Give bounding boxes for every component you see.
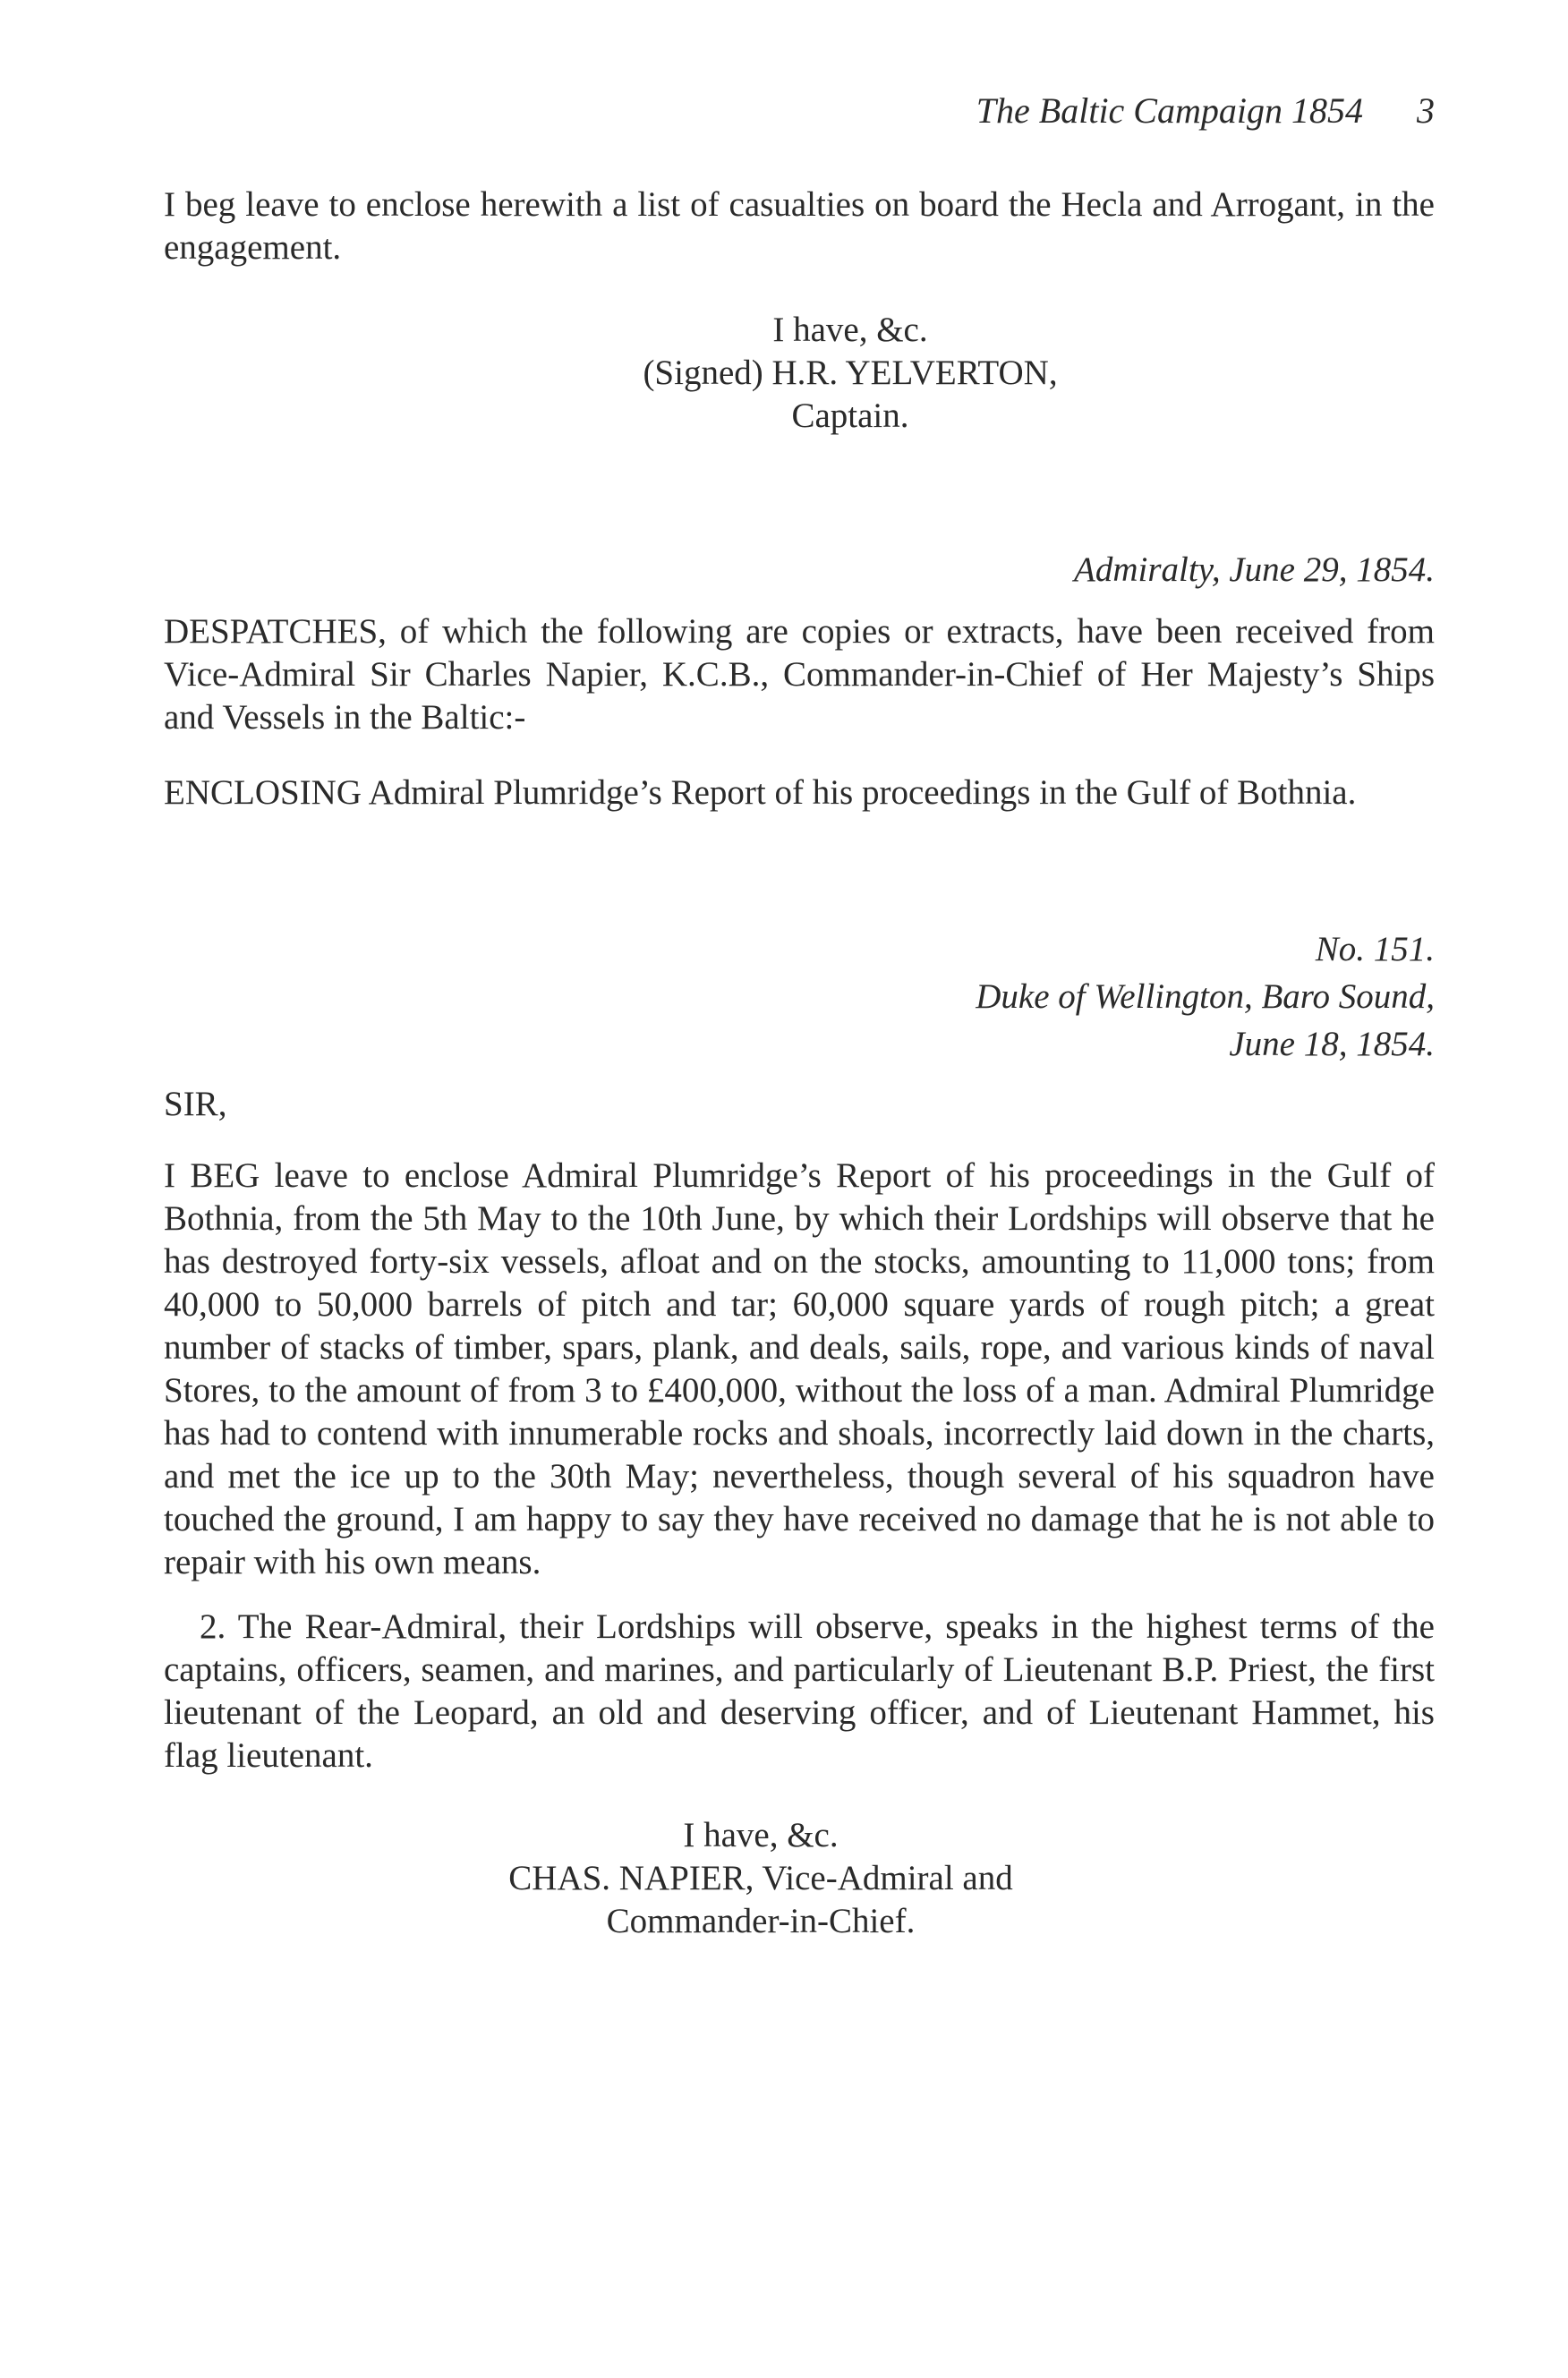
page-number: 3 <box>1417 90 1435 131</box>
letter-date: June 18, 1854. <box>1229 1025 1435 1063</box>
report-paragraph-1: I BEG leave to enclose Admiral Plumridge’s Report of his proceedings in the Gulf of Bothnia, from the 5th May to the 10th June, by which their Lordships will observe that he has destroyed forty-six vessels, afloat and on the stocks, amounting to 11,000 tons; from 40,000 to 50,000 barrels of pitch and tar; 60,000 square yards of rough pitch; a great number of stacks of timber, spars, plank, and deals, sails, rope, and various kinds of naval Stores, to the amount of from 3 to £400,000, without the loss of a man. Admiral Plumridge has had to contend with innumerable rocks and shoals, incorrectly laid down in the charts, and met the ice up to the 30th May; nevertheless, though several of his squadron have touched the ground, I am happy to say they have received no damage that he is not able to repair with his own means. <box>164 1156 1435 1581</box>
salutation: SIR, <box>164 1085 227 1123</box>
casualties-enclosure-paragraph: I beg leave to enclose herewith a list of casualties on board the Hecla and Arrogant, in the engagement. <box>164 185 1435 267</box>
despatch-number: No. 151. <box>1315 930 1435 968</box>
napier-signature-block <box>447 1814 1074 1943</box>
closing-line: I have, &c. <box>772 311 928 349</box>
page-header <box>164 89 1435 143</box>
signature-line: (Signed) H.R. YELVERTON, <box>643 354 1058 392</box>
rank-line: Captain. <box>791 396 909 435</box>
signature-line-2: Commander-in-Chief. <box>606 1902 916 1940</box>
letter-heading <box>976 925 1435 1068</box>
running-title: The Baltic Campaign 1854 <box>976 90 1363 131</box>
ship-location: Duke of Wellington, Baro Sound, <box>976 977 1435 1016</box>
admiralty-dateline <box>1074 546 1435 593</box>
report-paragraph-2: 2. The Rear-Admiral, their Lordships will observe, speaks in the highest terms of the captains, officers, seamen, and marines, and particularly of Lieutenant B.P. Priest, the first lieutenant of the Leopard, an old and deserving officer, and of Lieutenant Hammet, his flag lieutenant. <box>164 1607 1435 1775</box>
signature-line-1: CHAS. NAPIER, Vice-Admiral and <box>508 1859 1013 1897</box>
admiralty-dateline-text: Admiralty, June 29, 1854. <box>1074 550 1435 589</box>
enclosing-paragraph: ENCLOSING Admiral Plumridge’s Report of his proceedings in the Gulf of Bothnia. <box>164 773 1357 812</box>
despatches-paragraph: DESPATCHES, of which the following are copies or extracts, have been received from Vice-Admiral Sir Charles Napier, K.C.B., Commander-in-Chief of Her Majesty’s Ships and Vessels in the Baltic:- <box>164 612 1435 737</box>
yelverton-signature-block <box>537 309 1163 438</box>
closing-line: I have, &c. <box>683 1816 839 1854</box>
